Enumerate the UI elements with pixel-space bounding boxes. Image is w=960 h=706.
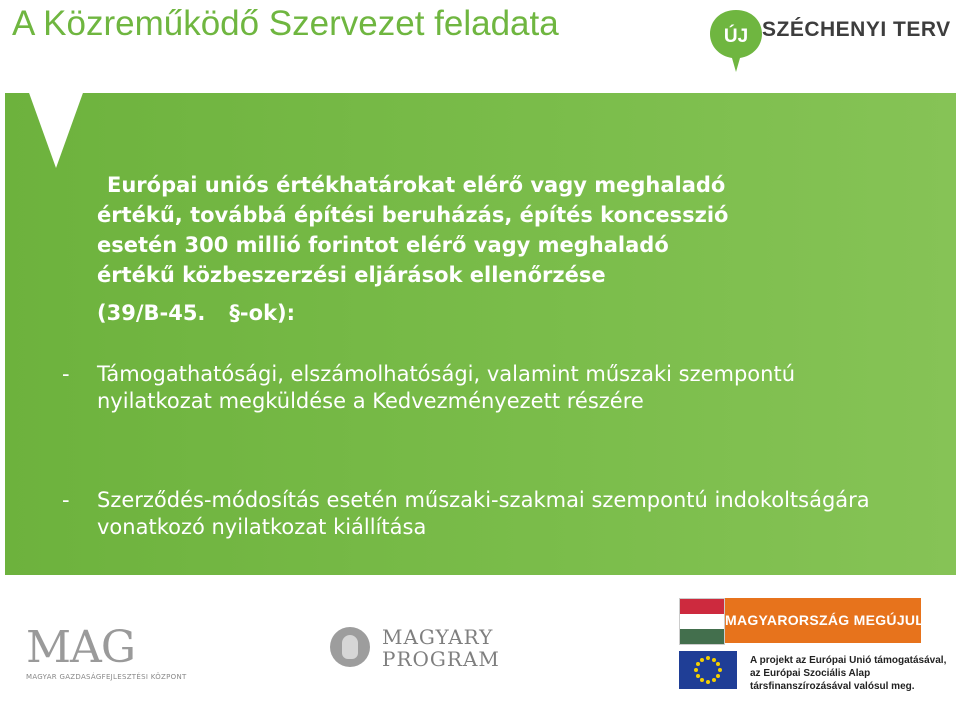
program-text: PROGRAM [382,647,500,671]
heading-ref-end: -ok): [239,301,296,325]
bullet-item-2 [62,487,902,541]
mag-logo-text: MAG [26,622,135,673]
eu-star-icon [696,674,700,678]
szechenyi-speech-bubble-icon [706,6,766,76]
eu-star-icon [700,678,704,682]
bullet-dash: - [62,488,70,512]
magyarorszag-megujul-logo [679,598,925,643]
heading-line-1: Európai uniós értékhatárokat elérő vagy meghaladó [107,173,726,197]
eu-star-icon [700,658,704,662]
bullet-text: Támogathatósági, elszámolhatósági, valamint műszaki szempontú nyilatkozat megküldése a Kedvezményezett részére [97,362,796,413]
portrait-seal-icon [330,627,370,667]
heading-line-3: esetén 300 millió forintot elérő vagy meghaladó [97,233,669,257]
magyary-program-logo [330,625,500,675]
mag-logo-subtitle: MAGYAR GAZDASÁGFEJLESZTÉSI KÖZPONT [26,673,187,681]
eu-note-line-2: az Európai Szociális Alap [750,668,871,679]
eu-star-icon [706,656,710,660]
szechenyi-terv-text: SZÉCHENYI TERV [762,18,951,41]
eu-star-icon [716,662,720,666]
bullet-dash: - [62,362,70,386]
eu-star-icon [706,680,710,684]
eu-star-icon [712,658,716,662]
eu-star-icon [716,674,720,678]
magyary-text: MAGYARY [382,625,494,649]
eu-flag-icon [679,651,737,689]
panel-callout-notch [28,90,84,168]
heading-reference [97,298,917,328]
section-sign: § [229,301,240,325]
magyarorszag-megujul-text: MAGYARORSZÁG MEGÚJUL [725,598,921,643]
szechenyi-uj-text: ÚJ [723,26,749,47]
eu-star-icon [696,662,700,666]
hungarian-flag-icon [679,598,725,645]
panel-heading [97,170,917,328]
slide-title: A Közreműködő Szervezet feladata [12,4,559,43]
eu-star-icon [694,668,698,672]
eu-star-icon [718,668,722,672]
eu-note-line-1: A projekt az Európai Unió támogatásával, [750,655,947,666]
heading-ref-start: (39/B-45. [97,301,206,325]
bullet-item-1 [62,361,902,415]
eu-star-icon [712,678,716,682]
eu-funding-note [750,654,950,693]
bullet-text: Szerződés-módosítás esetén műszaki-szakmai szempontú indokoltságára vonatkozó nyilatkozat kiállítása [97,488,870,539]
heading-line-2: értékű, továbbá építési beruházás, építés koncesszió [97,203,729,227]
heading-line-4: értékű közbeszerzési eljárások ellenőrzése [97,263,606,287]
eu-note-line-3: társfinanszírozásával valósul meg. [750,681,915,692]
mag-logo [26,622,187,686]
